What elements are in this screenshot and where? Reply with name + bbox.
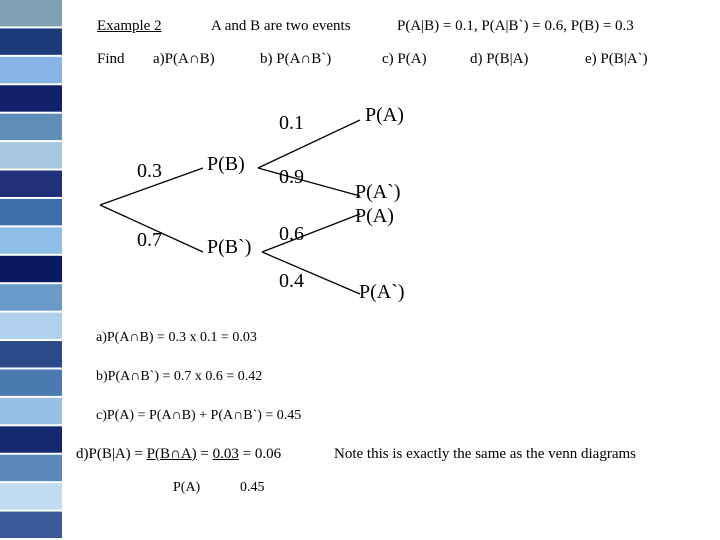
venn-note: Note this is exactly the same as the venn diagrams	[334, 446, 636, 462]
solution-d-eq2: = 0.06	[238, 446, 282, 462]
solution-d-numerator: P(B∩A)	[146, 446, 197, 462]
solution-b: b)P(A∩B`) = 0.7 x 0.6 = 0.42	[96, 369, 263, 384]
outcome-ac-1: P(A`)	[355, 181, 401, 203]
prob-a-given-bc: 0.6	[279, 223, 304, 245]
prob-a-given-b: 0.1	[279, 112, 304, 134]
given-probabilities: P(A|B) = 0.1, P(A|B`) = 0.6, P(B) = 0.3	[397, 18, 634, 34]
outcome-a-2: P(A)	[355, 205, 394, 227]
solution-d-denominator: P(A)	[173, 480, 201, 495]
example-title: Example 2	[97, 18, 162, 34]
solution-d-eq1: =	[196, 446, 213, 462]
solution-d-value-den: 0.45	[240, 480, 265, 495]
prob-ac-given-b: 0.9	[279, 166, 304, 188]
solution-d	[76, 446, 281, 463]
branch-bc-ac	[262, 252, 360, 294]
question-c: c) P(A)	[382, 51, 427, 67]
solution-a: a)P(A∩B) = 0.3 x 0.1 = 0.03	[96, 330, 257, 345]
solution-d-prefix: d)P(B|A) =	[76, 446, 147, 462]
solution-d-value-num: 0.03	[212, 446, 239, 462]
node-bc: P(B`)	[207, 236, 252, 258]
outcome-a-1: P(A)	[365, 104, 404, 126]
prob-ac-given-bc: 0.4	[279, 270, 304, 292]
prob-b: 0.3	[137, 160, 162, 182]
branch-b-ac	[258, 168, 360, 196]
question-e: e) P(B|A`)	[585, 51, 648, 67]
node-b: P(B)	[207, 153, 245, 175]
question-b: b) P(A∩B`)	[260, 51, 332, 67]
branch-bc-a	[262, 214, 360, 252]
solution-c: c)P(A) = P(A∩B) + P(A∩B`) = 0.45	[96, 408, 302, 423]
outcome-ac-2: P(A`)	[359, 281, 405, 303]
branch-b-a	[258, 120, 360, 168]
question-d: d) P(B|A)	[470, 51, 529, 67]
problem-statement: A and B are two events	[211, 18, 351, 34]
question-a: a)P(A∩B)	[153, 51, 215, 67]
find-label: Find	[97, 51, 125, 67]
prob-bc: 0.7	[137, 229, 162, 251]
